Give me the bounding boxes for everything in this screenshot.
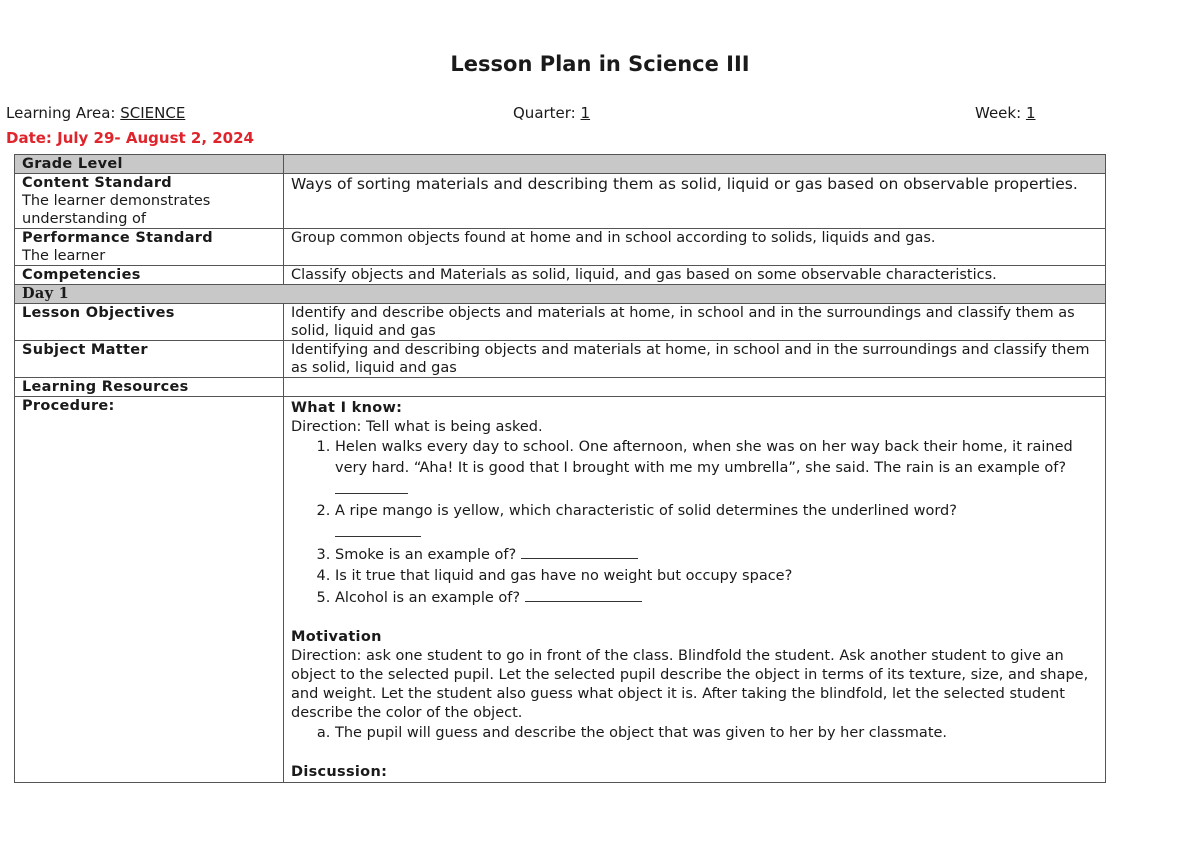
what-i-know-heading: What I know: [291, 400, 403, 416]
subject-matter-label: Subject Matter [15, 341, 284, 378]
question-item: 3. Smoke is an example of? [335, 544, 1098, 566]
day-row [15, 285, 1106, 304]
answer-blank [525, 587, 642, 602]
lesson-date: Date: July 29- August 2, 2024 [6, 129, 254, 147]
quarter [513, 104, 590, 122]
objectives-row [15, 304, 1106, 341]
learning-area-label: Learning Area: [6, 104, 116, 122]
competencies-text: Classify objects and Materials as solid, liquid, and gas based on some observable characteristics. [284, 266, 1106, 285]
question-item: 5. Alcohol is an example of? [335, 587, 1098, 609]
content-standard-sub: The learner demonstrates understanding of [22, 193, 211, 227]
quarter-label: Quarter: [513, 104, 576, 122]
procedure-label: Procedure: [15, 397, 284, 783]
document-title: Lesson Plan in Science III [450, 52, 750, 76]
performance-standard-text: Group common objects found at home and in school according to solids, liquids and gas. [284, 229, 1106, 266]
grade-level-row [15, 155, 1106, 174]
motivation-direction: Direction: ask one student to go in front of the class. Blindfold the student. Ask another student to give an object to the selected pupil. Let the selected pupil describe the object in terms of its texture, size, and shape, and weight. Let the student also guess what object it is. After taking the blindfold, let the selected student describe the color of the object. [291, 648, 1089, 721]
procedure-row [15, 397, 1106, 783]
competencies-label: Competencies [15, 266, 284, 285]
performance-standard-cell [15, 229, 284, 266]
learning-area [6, 104, 185, 122]
learning-area-value: SCIENCE [120, 104, 186, 122]
performance-standard-label: Performance Standard [22, 230, 213, 246]
answer-blank [335, 479, 408, 494]
week [975, 104, 1035, 122]
answer-blank [521, 544, 638, 559]
content-standard-label: Content Standard [22, 175, 172, 191]
answer-blank [335, 522, 421, 537]
procedure-content [284, 397, 1106, 783]
resources-value [284, 378, 1106, 397]
motivation-item: a. The pupil will guess and describe the object that was given to her by her classmate. [335, 723, 1098, 744]
what-i-know-direction: Direction: Tell what is being asked. [291, 419, 543, 435]
objectives-label: Lesson Objectives [15, 304, 284, 341]
day-label: Day 1 [15, 285, 1106, 304]
objectives-text: Identify and describe objects and materials at home, in school and in the surroundings and classify them as solid, liquid and gas [284, 304, 1106, 341]
week-label: Week: [975, 104, 1022, 122]
resources-row [15, 378, 1106, 397]
discussion-heading: Discussion: [291, 764, 388, 780]
content-standard-cell [15, 174, 284, 229]
content-standard-text: Ways of sorting materials and describing them as solid, liquid or gas based on observable properties. [291, 175, 1078, 193]
question-item: 2. A ripe mango is yellow, which characteristic of solid determines the underlined word? [335, 501, 1098, 544]
motivation-list [291, 723, 1098, 744]
grade-level-label: Grade Level [15, 155, 284, 174]
performance-standard-sub: The learner [22, 248, 106, 264]
motivation-heading: Motivation [291, 629, 382, 645]
performance-standard-row [15, 229, 1106, 266]
question-item: 1. Helen walks every day to school. One afternoon, when she was on her way back their home, it rained very hard. “Aha! It is good that I brought with me my umbrella”, she said. The rain is an example of? [335, 437, 1098, 501]
question-list [291, 437, 1098, 609]
lesson-plan-table [14, 154, 1106, 783]
subject-matter-row [15, 341, 1106, 378]
question-item: 4. Is it true that liquid and gas have no weight but occupy space? [335, 566, 1098, 587]
content-standard-row [15, 174, 1106, 229]
competencies-row [15, 266, 1106, 285]
resources-label: Learning Resources [15, 378, 284, 397]
subject-matter-text: Identifying and describing objects and materials at home, in school and in the surroundings and classify them as solid, liquid and gas [284, 341, 1106, 378]
week-value: 1 [1025, 104, 1036, 122]
quarter-value: 1 [580, 104, 591, 122]
grade-level-value [284, 155, 1106, 174]
content-standard-text-cell [284, 174, 1106, 229]
